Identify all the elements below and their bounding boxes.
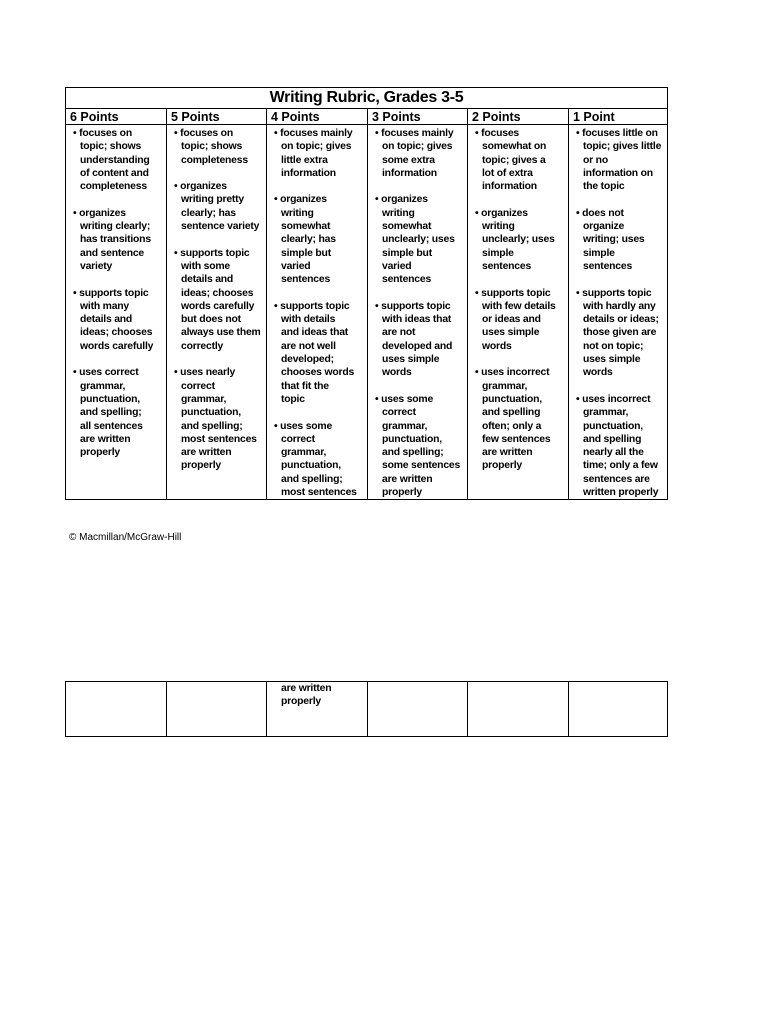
criterion-item: • organizes writing clearly; has transitions and sentence variety <box>73 207 151 272</box>
criterion-item: • focuses little on topic; gives little or no information on the topic <box>576 128 662 193</box>
criteria-column-3 <box>368 125 468 499</box>
criterion-item: • uses incorrect grammar, punctuation, and spelling often; only a few sentences are written properly <box>475 367 551 472</box>
rubric-continuation-row <box>65 681 668 737</box>
continuation-cell <box>368 682 468 736</box>
criterion-item: • focuses mainly on topic; gives little extra information <box>274 128 353 179</box>
score-heading: 3 Points <box>368 109 468 125</box>
criterion-item: • focuses on topic; shows understanding of content and completeness <box>73 128 150 193</box>
criteria-row <box>66 125 667 499</box>
criteria-column-6 <box>66 125 167 499</box>
copyright-notice: © Macmillan/McGraw-Hill <box>69 532 182 543</box>
continuation-cell <box>468 682 569 736</box>
criterion-item: • organizes writing somewhat clearly; has simple but varied sentences <box>274 194 336 286</box>
criterion-item: • supports topic with few details or ideas and uses simple words <box>475 287 556 352</box>
criterion-item: • focuses somewhat on topic; gives a lot of extra information <box>475 128 547 193</box>
continuation-cell <box>167 682 267 736</box>
score-heading: 2 Points <box>468 109 569 125</box>
criterion-item: • uses some correct grammar, punctuation, and spelling; most sentences <box>274 420 357 499</box>
criterion-item: • focuses mainly on topic; gives some extra information <box>375 128 454 179</box>
score-heading: 6 Points <box>66 109 167 125</box>
rubric-title: Writing Rubric, Grades 3-5 <box>66 88 667 109</box>
criterion-item: • organizes writing pretty clearly; has sentence variety <box>174 181 260 233</box>
criteria-column-1 <box>569 125 667 499</box>
criterion-item: • supports topic with details and ideas that are not well developed; chooses words that fit the topic <box>274 300 355 405</box>
criterion-item: • organizes writing unclearly; uses simple sentences <box>475 207 555 272</box>
criterion-item: • organizes writing somewhat unclearly; uses simple but varied sentences <box>375 194 455 286</box>
continuation-cell <box>569 682 667 736</box>
criterion-item: • uses correct grammar, punctuation, and spelling; all sentences are written properly <box>73 367 143 459</box>
criterion-item: • supports topic with ideas that are not developed and uses simple words <box>375 300 453 379</box>
rubric-table <box>65 87 668 500</box>
criterion-item: • focuses on topic; shows completeness <box>174 128 248 166</box>
criteria-column-2 <box>468 125 569 499</box>
score-header-row <box>66 109 667 125</box>
criteria-column-5 <box>167 125 267 499</box>
criterion-item: • uses incorrect grammar, punctuation, and spelling nearly all the time; only a few sentences are written properly <box>576 393 659 499</box>
score-heading: 5 Points <box>167 109 267 125</box>
score-heading: 4 Points <box>267 109 368 125</box>
criterion-item: • supports topic with hardly any details or ideas; those given are not on topic; uses simple words <box>576 287 659 379</box>
criterion-item: • does not organize writing; uses simple sentences <box>576 207 645 272</box>
criterion-item: • supports topic with many details and ideas; chooses words carefully <box>73 287 154 352</box>
continuation-cell <box>66 682 167 736</box>
criteria-column-4 <box>267 125 368 499</box>
continuation-text: are written properly <box>281 683 332 708</box>
continuation-cell <box>267 682 368 736</box>
criterion-item: • uses some correct grammar, punctuation, and spelling; some sentences are written properly <box>375 393 461 499</box>
score-heading: 1 Point <box>569 109 667 125</box>
criterion-item: • uses nearly correct grammar, punctuation, and spelling; most sentences are written properly <box>174 367 257 472</box>
criterion-item: • supports topic with some details and ideas; chooses words carefully but does not always use them correctly <box>174 247 261 352</box>
